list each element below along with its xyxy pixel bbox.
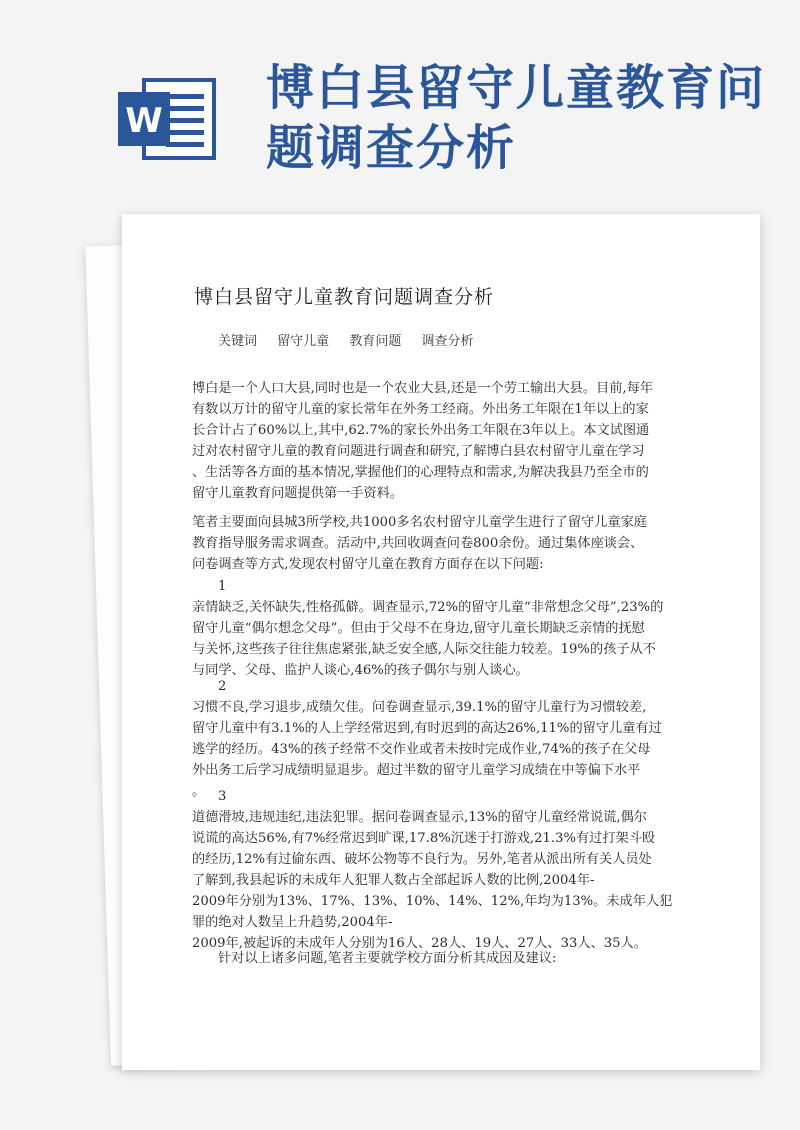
- paragraph-intro: [192, 378, 708, 504]
- text-line: 外出务工后学习成绩明显退步。超过半数的留守儿童学习成绩在中等偏下水平: [192, 763, 641, 778]
- section-number: 2: [218, 679, 227, 694]
- text-line: 、生活等各方面的基本情况,掌握他们的心理特点和需求,为解决我县乃至全市的: [192, 465, 649, 480]
- keyword-item: 调查分析: [421, 334, 474, 349]
- text-line: 留守儿童中有3.1%的人上学经常迟到,有时迟到的高达26%,11%的留守儿童有过: [192, 721, 662, 736]
- text-line: 过对农村留守儿童的教育问题进行调查和研究,了解博白县农村留守儿童在学习: [192, 444, 645, 459]
- text-line: 了解到,我县起诉的未成年人犯罪人数占全部起诉人数的比例,2004年-: [192, 873, 595, 888]
- text-line: 笔者主要面向县城3所学校,共1000多名农村留守儿童学生进行了留守儿童家庭: [192, 515, 647, 530]
- section-number: 1: [218, 579, 227, 594]
- text-line: 留守儿童“偶尔想念父母”。但由于父母不在身边,留守儿童长期缺乏亲情的抚慰: [192, 621, 645, 636]
- word-document-icon: [116, 76, 216, 162]
- text-line: 。: [192, 784, 206, 799]
- text-line: 罪的绝对人数呈上升趋势,2004年-: [192, 915, 393, 930]
- text-line: 说谎的高达56%,有7%经常迟到旷课,17.8%沉迷于打游戏,21.3%有过打架斗殴: [192, 831, 656, 846]
- text-line: 道德滑坡,违规违纪,违法犯罪。据问卷调查显示,13%的留守儿童经常说谎,偶尔: [192, 810, 647, 825]
- keyword-item: 教育问题: [349, 334, 402, 349]
- text-line: 习惯不良,学习退步,成绩欠佳。问卷调查显示,39.1%的留守儿童行为习惯较差,: [192, 700, 647, 715]
- text-line: 博白是一个人口大县,同时也是一个农业大县,还是一个劳工输出大县。目前,每年: [192, 381, 653, 396]
- section-1: [192, 576, 708, 681]
- page-title-line-2: 题调查分析: [266, 120, 517, 176]
- section-3: [192, 786, 708, 954]
- keywords-line: [218, 330, 489, 349]
- section-number: 3: [218, 789, 227, 804]
- text-line: 有数以万计的留守儿童的家长常年在外务工经商。外出务工年限在1年以上的家: [192, 402, 649, 417]
- text-line: 长合计占了60%以上,其中,62.7%的家长外出务工年限在3年以上。本文试图通: [192, 423, 650, 438]
- text-line: 的经历,12%有过偷东西、破坏公物等不良行为。另外,笔者从派出所有关人员处: [192, 852, 652, 867]
- document-page: [122, 214, 760, 1070]
- text-line: 2009年,被起诉的未成年人分别为16人、28人、19人、27人、33人、35人。: [192, 936, 647, 951]
- text-line: 逃学的经历。43%的孩子经常不交作业或者未按时完成作业,74%的孩子在父母: [192, 742, 651, 757]
- word-icon-letter: W: [125, 101, 163, 141]
- text-line: 2009年分别为13%、17%、13%、10%、14%、12%,年均为13%。未成年人犯: [192, 894, 673, 909]
- page-title: [266, 58, 766, 178]
- page-title-line-1: 博白县留守儿童教育问: [266, 60, 767, 116]
- text-line: 与关怀,这些孩子往往焦虑紧张,缺乏安全感,人际交往能力较差。19%的孩子从不: [192, 642, 656, 657]
- keywords-label: 关键词: [218, 334, 258, 349]
- text-line: 教育指导服务需求调查。活动中,共回收调查问卷800余份。通过集体座谈会、: [192, 536, 644, 551]
- section-2: [192, 676, 708, 802]
- document-title: 博白县留守儿童教育问题调查分析: [194, 286, 495, 308]
- paragraph-conclusion: [192, 948, 708, 969]
- text-line: 与同学、父母、监护人谈心,46%的孩子偶尔与别人谈心。: [192, 663, 529, 678]
- paragraph-survey: [192, 512, 708, 575]
- text-line: 针对以上诸多问题,笔者主要就学校方面分析其成因及建议:: [218, 951, 557, 966]
- text-line: 留守儿童教育问题提供第一手资料。: [192, 486, 403, 501]
- text-line: 亲情缺乏,关怀缺失,性格孤僻。调查显示,72%的留守儿童“非常想念父母”,23%的: [192, 600, 664, 615]
- keyword-item: 留守儿童: [277, 334, 330, 349]
- text-line: 问卷调查等方式,发现农村留守儿童在教育方面存在以下问题:: [192, 557, 544, 572]
